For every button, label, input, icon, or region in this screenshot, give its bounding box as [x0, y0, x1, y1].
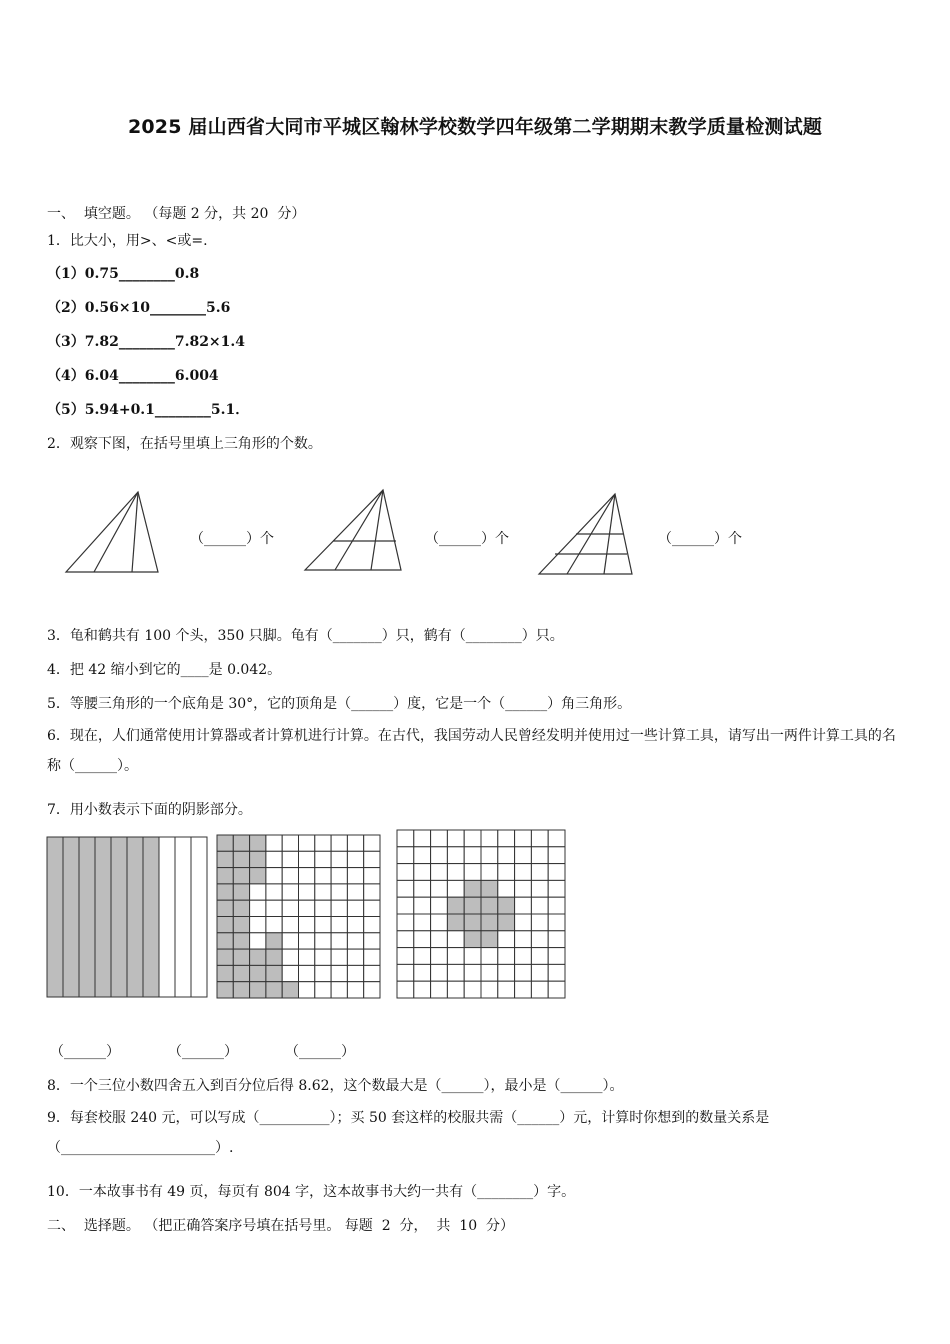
grid-cell: [498, 981, 515, 998]
answer-blank[interactable]: （______）: [285, 1044, 355, 1060]
question-4: 4．把 42 缩小到它的____是 0.042。: [47, 662, 282, 678]
grid-cell: [515, 914, 532, 931]
grid-cell: [548, 880, 565, 897]
grid-cell: [431, 948, 448, 965]
grid-cell: [364, 835, 380, 851]
triangle-count-blank[interactable]: （______）个: [425, 531, 509, 547]
grid-cell: [515, 931, 532, 948]
question-2-stem: 2．观察下图，在括号里填上三角形的个数。: [47, 436, 322, 452]
grid-cell: [315, 900, 331, 916]
grid-cell: [331, 900, 347, 916]
grid-cell: [364, 933, 380, 949]
shaded-cell: [233, 835, 249, 851]
grid-cell: [447, 880, 464, 897]
grid-cell: [531, 948, 548, 965]
shaded-cell: [217, 868, 233, 884]
shaded-cell: [233, 851, 249, 867]
grid-cell: [414, 830, 431, 847]
shaded-cell: [464, 931, 481, 948]
grid-cell: [315, 949, 331, 965]
grid-cell: [364, 917, 380, 933]
shaded-cell: [266, 949, 282, 965]
shaded-cell: [498, 914, 515, 931]
grid-cell: [299, 884, 315, 900]
grid-cell: [531, 931, 548, 948]
shaded-strip: [95, 837, 111, 997]
grid-cell: [282, 965, 298, 981]
shaded-cell: [282, 982, 298, 998]
grid-cell: [347, 917, 363, 933]
grid-cell: [331, 949, 347, 965]
grid-cell: [531, 880, 548, 897]
grid-cell: [431, 864, 448, 881]
grid-cell: [414, 981, 431, 998]
grid-cell: [548, 931, 565, 948]
triangle-count-blank[interactable]: （______）个: [190, 531, 274, 547]
shaded-cell: [464, 880, 481, 897]
shaded-strip: [127, 837, 143, 997]
grid-cell: [531, 981, 548, 998]
grid-cell: [414, 964, 431, 981]
shaded-cell: [250, 851, 266, 867]
grid-cell: [282, 868, 298, 884]
grid-cell: [315, 917, 331, 933]
shaded-cell: [250, 965, 266, 981]
shaded-cell: [217, 933, 233, 949]
grid-cell: [531, 847, 548, 864]
grid-cell: [250, 884, 266, 900]
shaded-cell: [266, 982, 282, 998]
grid-cell: [531, 830, 548, 847]
grid-cell: [548, 914, 565, 931]
grid-cell: [431, 830, 448, 847]
grid-cell: [481, 864, 498, 881]
shaded-cell: [233, 949, 249, 965]
shaded-cell: [217, 851, 233, 867]
shaded-strip: [79, 837, 95, 997]
grid-cell: [266, 917, 282, 933]
grid-cell: [364, 900, 380, 916]
shaded-cell: [217, 835, 233, 851]
grid-cell: [347, 982, 363, 998]
grid-cell: [282, 851, 298, 867]
grid-cell: [331, 884, 347, 900]
shaded-cell: [447, 914, 464, 931]
shaded-cell: [217, 917, 233, 933]
grid-cell: [331, 835, 347, 851]
grid-cell: [299, 868, 315, 884]
grid-cell: [498, 880, 515, 897]
strip: [175, 837, 191, 997]
question-5: 5．等腰三角形的一个底角是 30°，它的顶角是（______）度，它是一个（______）角三角形。: [47, 696, 632, 712]
shaded-cell: [217, 965, 233, 981]
shaded-cell: [464, 897, 481, 914]
grid-cell: [414, 847, 431, 864]
grid-cell: [347, 851, 363, 867]
grid-cell: [431, 914, 448, 931]
grid-cell: [447, 864, 464, 881]
grid-cell: [315, 884, 331, 900]
question-1-item: （1）0.75________0.8: [47, 266, 200, 282]
question-1-item: （2）0.56×10________5.6: [47, 300, 231, 316]
shaded-cell: [217, 982, 233, 998]
grid-cell: [498, 948, 515, 965]
shaded-cell: [481, 897, 498, 914]
grid-cell: [282, 933, 298, 949]
decimal-strip-figure: [47, 837, 207, 997]
shaded-cell: [250, 949, 266, 965]
grid-cell: [347, 933, 363, 949]
grid-cell: [282, 949, 298, 965]
triangle-count-blank[interactable]: （______）个: [658, 531, 742, 547]
question-9: 9．每套校服 240 元，可以写成（__________）；买 50 套这样的校服共需（______）元，计算时你想到的数量关系是（______________________）.: [47, 1110, 770, 1156]
grid-cell: [414, 880, 431, 897]
grid-cell: [266, 851, 282, 867]
grid-cell: [414, 948, 431, 965]
question-1-item: （4）6.04________6.004: [47, 368, 219, 384]
grid-cell: [347, 949, 363, 965]
grid-cell: [331, 868, 347, 884]
grid-cell: [531, 964, 548, 981]
shaded-cell: [233, 933, 249, 949]
grid-cell: [548, 964, 565, 981]
grid-cell: [431, 847, 448, 864]
grid-cell: [250, 933, 266, 949]
grid-cell: [515, 880, 532, 897]
grid-cell: [481, 964, 498, 981]
grid-cell: [331, 982, 347, 998]
shaded-cell: [250, 982, 266, 998]
grid-cell: [282, 917, 298, 933]
strip: [159, 837, 175, 997]
grid-cell: [331, 965, 347, 981]
grid-cell: [397, 880, 414, 897]
question-7-stem: 7．用小数表示下面的阴影部分。: [47, 802, 252, 818]
question-10: 10．一本故事书有 49 页，每页有 804 字，这本故事书大约一共有（________）字。: [47, 1184, 576, 1200]
grid-cell: [299, 835, 315, 851]
grid-cell: [515, 981, 532, 998]
grid-cell: [364, 884, 380, 900]
grid-cell: [447, 847, 464, 864]
shaded-cell: [250, 868, 266, 884]
grid-cell: [266, 884, 282, 900]
grid-cell: [498, 964, 515, 981]
grid-cell: [531, 914, 548, 931]
grid-cell: [498, 864, 515, 881]
grid-cell: [347, 900, 363, 916]
grid-cell: [299, 917, 315, 933]
grid-cell: [531, 864, 548, 881]
grid-cell: [515, 847, 532, 864]
shaded-cell: [250, 835, 266, 851]
grid-cell: [331, 933, 347, 949]
grid-cell: [364, 851, 380, 867]
grid-cell: [464, 830, 481, 847]
grid-cell: [464, 964, 481, 981]
grid-cell: [315, 965, 331, 981]
grid-cell: [347, 868, 363, 884]
grid-cell: [515, 897, 532, 914]
shaded-cell: [498, 897, 515, 914]
section-heading-multiple-choice: 二、 选择题。 （把正确答案序号填在括号里。 每题 2 分， 共 10 分）: [47, 1218, 515, 1234]
grid-cell: [397, 897, 414, 914]
triangle-figure-3: [537, 492, 635, 576]
decimal-grid-figure-b: [397, 830, 565, 998]
grid-cell: [447, 931, 464, 948]
grid-cell: [397, 948, 414, 965]
grid-cell: [464, 864, 481, 881]
question-3: 3．龟和鹤共有 100 个头，350 只脚。龟有（_______）只，鹤有（________）只。: [47, 628, 564, 644]
shaded-cell: [233, 917, 249, 933]
grid-cell: [515, 964, 532, 981]
shaded-strip: [47, 837, 63, 997]
shaded-strip: [63, 837, 79, 997]
grid-cell: [347, 835, 363, 851]
grid-cell: [431, 981, 448, 998]
grid-cell: [282, 835, 298, 851]
grid-cell: [299, 982, 315, 998]
grid-cell: [397, 914, 414, 931]
shaded-cell: [217, 884, 233, 900]
shaded-cell: [233, 884, 249, 900]
grid-cell: [464, 948, 481, 965]
grid-cell: [299, 851, 315, 867]
grid-cell: [447, 948, 464, 965]
grid-cell: [299, 933, 315, 949]
shaded-cell: [481, 914, 498, 931]
grid-cell: [481, 830, 498, 847]
grid-cell: [431, 897, 448, 914]
grid-cell: [447, 981, 464, 998]
grid-cell: [364, 982, 380, 998]
grid-cell: [364, 965, 380, 981]
grid-cell: [548, 864, 565, 881]
grid-cell: [397, 847, 414, 864]
shaded-cell: [481, 880, 498, 897]
grid-cell: [364, 949, 380, 965]
grid-cell: [515, 864, 532, 881]
question-8: 8．一个三位小数四舍五入到百分位后得 8.62，这个数最大是（______），最小是（______）。: [47, 1078, 624, 1094]
grid-cell: [481, 981, 498, 998]
grid-cell: [498, 931, 515, 948]
shaded-cell: [233, 982, 249, 998]
shaded-cell: [233, 900, 249, 916]
shaded-strip: [111, 837, 127, 997]
grid-cell: [548, 981, 565, 998]
grid-cell: [548, 948, 565, 965]
grid-cell: [548, 830, 565, 847]
question-6: 6．现在，人们通常使用计算器或者计算机进行计算。在古代，我国劳动人民曾经发明并使用过一些计算工具，请写出一两件计算工具的名称（______）。: [47, 728, 896, 774]
grid-cell: [414, 931, 431, 948]
decimal-grid-figure-a: [217, 835, 380, 998]
section-heading-fill-in: 一、 填空题。 （每题 2 分，共 20 分）: [47, 206, 306, 222]
grid-cell: [347, 965, 363, 981]
grid-cell: [347, 884, 363, 900]
grid-cell: [431, 880, 448, 897]
grid-cell: [315, 851, 331, 867]
shaded-cell: [464, 914, 481, 931]
shaded-cell: [217, 900, 233, 916]
shaded-cell: [233, 965, 249, 981]
strip: [191, 837, 207, 997]
grid-cell: [331, 917, 347, 933]
grid-cell: [515, 948, 532, 965]
grid-cell: [250, 917, 266, 933]
grid-cell: [315, 835, 331, 851]
grid-cell: [464, 847, 481, 864]
shaded-cell: [266, 933, 282, 949]
grid-cell: [266, 900, 282, 916]
grid-cell: [431, 964, 448, 981]
grid-cell: [331, 851, 347, 867]
grid-cell: [548, 897, 565, 914]
triangle-figure-2: [303, 488, 403, 574]
grid-cell: [299, 949, 315, 965]
shaded-cell: [266, 965, 282, 981]
grid-cell: [498, 847, 515, 864]
grid-cell: [447, 830, 464, 847]
grid-cell: [397, 864, 414, 881]
page-title: 2025 届山西省大同市平城区翰林学校数学四年级第二学期期末教学质量检测试题: [127, 116, 823, 138]
shaded-cell: [217, 949, 233, 965]
grid-cell: [515, 830, 532, 847]
question-1-item: （5）5.94+0.1________5.1．: [47, 402, 250, 418]
grid-cell: [531, 897, 548, 914]
grid-cell: [250, 900, 266, 916]
shaded-strip: [143, 837, 159, 997]
grid-cell: [397, 964, 414, 981]
grid-cell: [414, 914, 431, 931]
grid-cell: [431, 931, 448, 948]
grid-cell: [315, 933, 331, 949]
grid-cell: [266, 835, 282, 851]
answer-blank[interactable]: （______）: [50, 1044, 120, 1060]
grid-cell: [414, 864, 431, 881]
grid-cell: [299, 965, 315, 981]
shaded-cell: [233, 868, 249, 884]
grid-cell: [266, 868, 282, 884]
grid-cell: [397, 931, 414, 948]
grid-cell: [397, 830, 414, 847]
triangle-figure-1: [66, 492, 162, 576]
grid-cell: [414, 897, 431, 914]
grid-cell: [315, 982, 331, 998]
grid-cell: [548, 847, 565, 864]
question-1-item: （3）7.82________7.82×1.4: [47, 334, 246, 350]
grid-cell: [481, 847, 498, 864]
grid-cell: [464, 981, 481, 998]
grid-cell: [299, 900, 315, 916]
grid-cell: [282, 900, 298, 916]
grid-cell: [481, 948, 498, 965]
grid-cell: [282, 884, 298, 900]
shaded-cell: [481, 931, 498, 948]
grid-cell: [364, 868, 380, 884]
grid-cell: [498, 830, 515, 847]
shaded-cell: [447, 897, 464, 914]
grid-cell: [447, 964, 464, 981]
answer-blank[interactable]: （______）: [168, 1044, 238, 1060]
question-1-stem: 1．比大小，用>、<或=.: [47, 233, 208, 249]
grid-cell: [397, 981, 414, 998]
grid-cell: [315, 868, 331, 884]
